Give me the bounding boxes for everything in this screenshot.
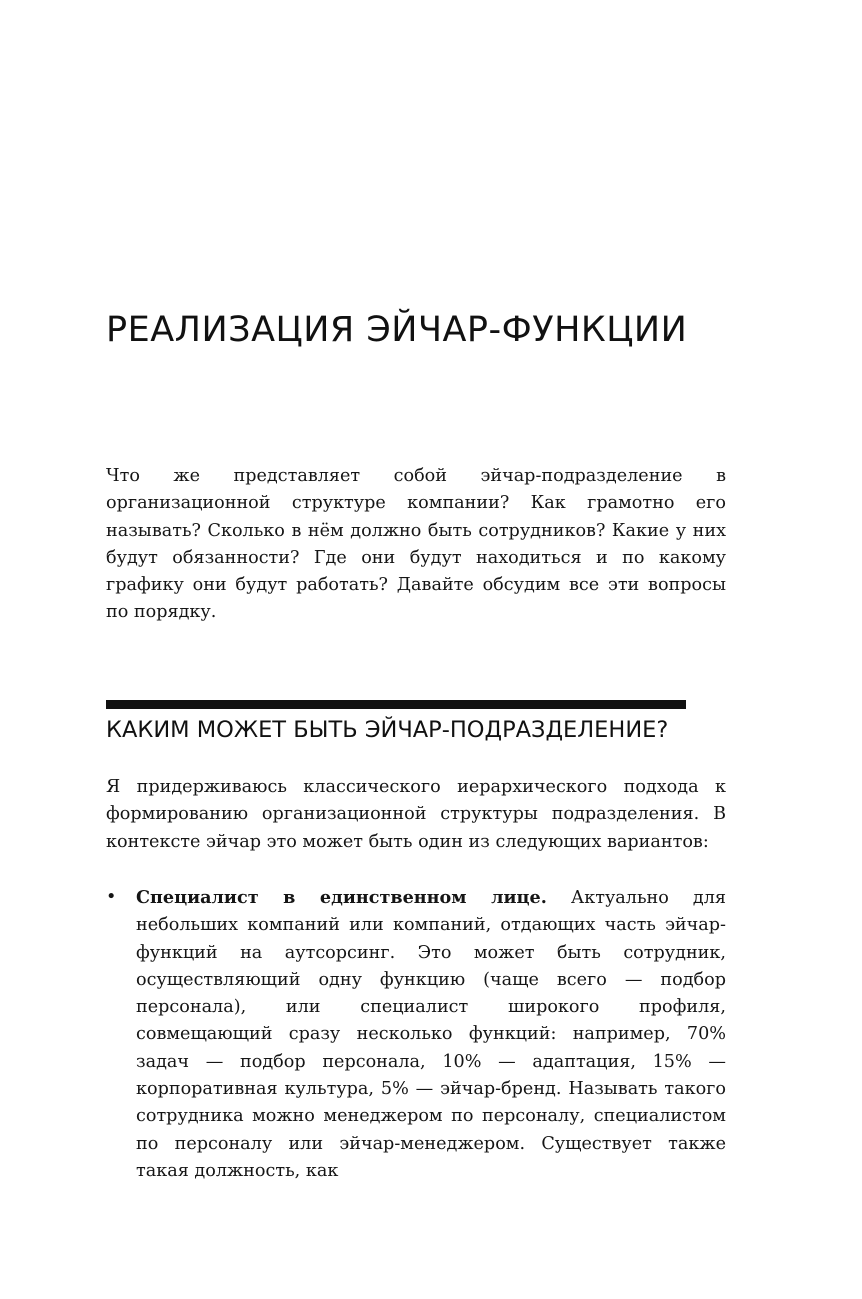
list-item	[106, 884, 726, 1185]
bullet-text	[136, 884, 726, 1185]
chapter-title: РЕАЛИЗАЦИЯ ЭЙЧАР-ФУНКЦИИ	[106, 310, 688, 350]
bullet-marker: •	[106, 887, 117, 907]
section-divider	[106, 700, 686, 709]
bullet-body: Актуально для небольших компаний или компаний, отдающих часть эйчар-функций на аутсорсинг. Это может быть сотрудник, осуществляющий одну функцию (чаще всего — подбор персонала), или специалист широкого профиля, совмещающий сразу несколько функций: например, 70% задач — подбор персонала, 10% — адаптация, 15% — корпоративная культура, 5% — эйчар-бренд. Называть такого сотрудника можно менеджером по персоналу, специалистом по персоналу или эйчар-менеджером. Существует также такая должность, как	[136, 888, 726, 1181]
bullet-list	[106, 884, 726, 1185]
section-title: КАКИМ МОЖЕТ БЫТЬ ЭЙЧАР-ПОДРАЗДЕЛЕНИЕ?	[106, 717, 669, 743]
section-paragraph: Я придерживаюсь классического иерархического подхода к формированию организационной структуры подразделения. В контексте эйчар это может быть один из следующих вариантов:	[106, 777, 726, 852]
intro-paragraph: Что же представляет собой эйчар-подразделение в организационной структуре компании? Как грамотно его называть? Сколько в нём должно быть сотрудников? Какие у них будут обязанности? Где они будут находиться и по какому графику они будут работать? Давайте обсудим все эти вопросы по порядку.	[106, 466, 726, 623]
bullet-bold-lead: Специалист в единственном лице.	[136, 887, 547, 908]
